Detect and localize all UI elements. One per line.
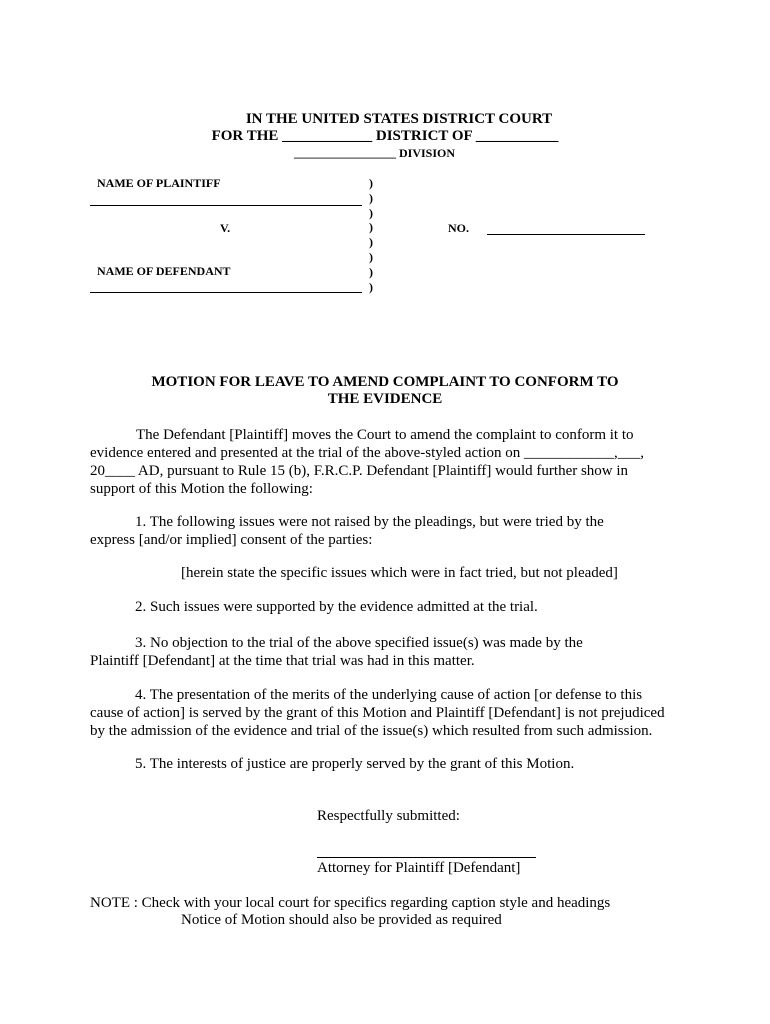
item-1 [90,513,690,549]
item-line: 1. The following issues were not raised by the pleadings, but were tried by the [135,514,604,530]
item-4 [90,686,690,740]
intro-line: 20____ AD, pursuant to Rule 15 (b), F.R.C.P. Defendant [Plaintiff] would further show in [90,463,629,479]
item-3 [90,634,690,670]
intro-line: evidence entered and presented at the trial of the above-styled action on ____________,___, [90,445,644,461]
caption-parentheses [369,176,373,294]
paren: ) [369,279,373,294]
motion-title-line2: THE EVIDENCE [327,391,443,407]
closing-text: Respectfully submitted: [317,808,460,824]
paren: ) [369,264,373,279]
court-title: IN THE UNITED STATES DISTRICT COURT [245,111,553,127]
paren: ) [369,190,373,205]
attorney-label: Attorney for Plaintiff [Defendant] [317,860,521,876]
defendant-label: NAME OF DEFENDANT [97,264,231,278]
item-line: 4. The presentation of the merits of the underlying cause of action [or defense to this [135,687,643,703]
paren: ) [369,205,373,220]
case-number-label: NO. [448,221,469,235]
intro-line: The Defendant [Plaintiff] moves the Court to amend the complaint to conform it to [136,427,634,443]
versus-label: V. [220,221,231,235]
item-1-note: [herein state the specific issues which were in fact tried, but not pleaded] [181,565,618,581]
intro-line: support of this Motion the following: [90,481,313,497]
motion-title-line1: MOTION FOR LEAVE TO AMEND COMPLAINT TO CONFORM TO [151,374,619,390]
item-5: 5. The interests of justice are properly served by the grant of this Motion. [135,756,575,772]
paren: ) [369,249,373,264]
paren: ) [369,220,373,235]
plaintiff-underline [90,205,362,206]
item-line: cause of action] is served by the grant of this Motion and Plaintiff [Defendant] is not prejudiced [90,705,665,721]
signature-line [317,857,536,858]
paren: ) [369,176,373,190]
item-line: by the admission of the evidence and trial of the issue(s) which resulted from such admission. [90,723,653,739]
note-line1: NOTE : Check with your local court for specifics regarding caption style and headings [90,895,611,911]
item-2: 2. Such issues were supported by the evidence admitted at the trial. [135,599,538,615]
case-number-line [487,234,645,235]
division-line: _________________ DIVISION [294,146,456,160]
item-line: Plaintiff [Defendant] at the time that trial was had in this matter. [90,653,475,669]
court-district-line: FOR THE ____________ DISTRICT OF ___________ [211,128,559,144]
item-line: 3. No objection to the trial of the above specified issue(s) was made by the [135,635,583,651]
item-line: express [and/or implied] consent of the parties: [90,532,373,548]
intro-paragraph [90,426,690,498]
plaintiff-label: NAME OF PLAINTIFF [97,176,221,190]
paren: ) [369,235,373,250]
defendant-underline [90,292,362,293]
note-line2: Notice of Motion should also be provided as required [181,912,502,928]
